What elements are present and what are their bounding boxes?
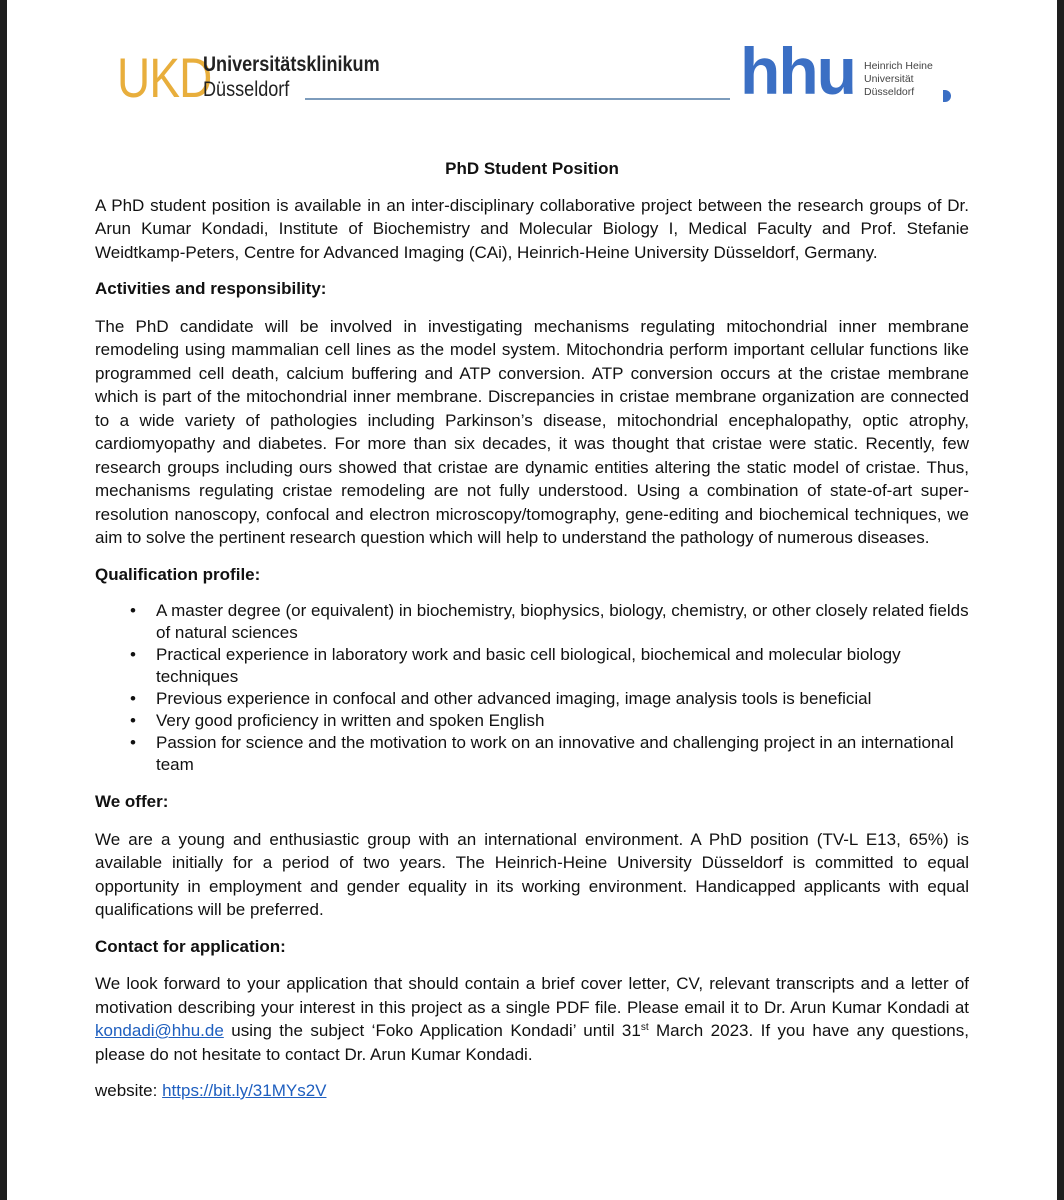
hhu-logo-line1: Heinrich Heine — [864, 60, 933, 72]
document-content — [95, 157, 969, 1116]
list-item-text: Very good proficiency in written and spoken English — [156, 711, 545, 730]
contact-text-end: March 2023. If you have any questions, please do not hesitate to contact Dr. Arun Kumar Kondadi. — [95, 1021, 969, 1064]
list-item — [95, 688, 969, 710]
hhu-logo-line3: Düsseldorf — [864, 86, 915, 98]
website-link[interactable]: https://bit.ly/31MYs2V — [162, 1081, 327, 1100]
intro-paragraph: A PhD student position is available in an inter-disciplinary collaborative project between the research groups of Dr. Arun Kumar Kondadi, Institute of Biochemistry and Molecular Biology I, Medical Faculty and Prof. Stefanie Weidtkamp-Peters, Centre for Advanced Imaging (CAi), Heinrich-Heine University Düsseldorf, Germany. — [95, 195, 969, 262]
page-title: PhD Student Position — [445, 159, 619, 178]
list-item-text: Passion for science and the motivation to work on an innovative and challenging project in an international team — [156, 733, 954, 774]
list-item — [95, 644, 969, 688]
list-item — [95, 732, 969, 776]
website-line — [95, 1079, 969, 1103]
ukd-logo-line2: Düsseldorf — [203, 78, 290, 101]
hhu-logo-letters: hhu — [740, 34, 855, 108]
list-item-text: Practical experience in laboratory work and basic cell biological, biochemical and molecular biology techniques — [156, 645, 901, 686]
activities-heading: Activities and responsibility: — [95, 279, 327, 298]
list-item-text: Previous experience in confocal and other advanced imaging, image analysis tools is beneficial — [156, 689, 872, 708]
email-link[interactable]: kondadi@hhu.de — [95, 1021, 224, 1040]
contact-heading: Contact for application: — [95, 936, 286, 956]
ordinal-suffix: st — [640, 1022, 649, 1033]
website-label: website: — [95, 1081, 163, 1100]
list-item — [95, 710, 969, 732]
activities-paragraph: The PhD candidate will be involved in investigating mechanisms regulating mitochondrial inner membrane remodeling using mammalian cell lines as the model system. Mitochondria perform important cellular functions like programmed cell death, calcium buffering and ATP conversion. ATP conversion occurs at the cristae membrane which is part of the mitochondrial inner membrane. Discrepancies in cristae membrane organization are connected to a wide variety of pathologies including Parkinson’s disease, mitochondrial encephalopathy, optic atrophy, cardiomyopathy and diabetes. For more than six decades, it was thought that cristae were static. Recently, few research groups including ours showed that cristae are dynamic entities altering the static model of cristae. Thus, mechanisms regulating cristae remodeling are not fully understood. Using a combination of state-of-art super-resolution nanoscopy, confocal and electron microscopy/tomography, gene-editing and biochemical techniques, we aim to solve the pertinent research question which will help to understand the pathology of numerous diseases. — [95, 316, 969, 547]
bullet-icon: • — [130, 601, 136, 620]
offer-paragraph: We are a young and enthusiastic group with an international environment. A PhD position (TV-L E13, 65%) is available initially for a period of two years. The Heinrich-Heine University Düsseldorf is committed to equal opportunity in employment and gender equality in its working environment. Handicapped applicants with equal qualifications will be preferred. — [95, 829, 969, 919]
qualifications-list — [95, 600, 969, 776]
offer-heading: We offer: — [95, 792, 169, 811]
contact-paragraph — [95, 972, 969, 1066]
bullet-icon: • — [130, 645, 136, 664]
ukd-logo-name — [203, 52, 380, 102]
contact-text-start: We look forward to your application that should contain a brief cover letter, CV, relevant transcripts and a letter of motivation describing your interest in this project as a single PDF file. Please email it to Dr. Arun Kumar Kondadi at — [95, 974, 969, 1017]
qualifications-heading: Qualification profile: — [95, 564, 261, 584]
hhu-logo-line2: Universität — [864, 73, 914, 85]
bullet-icon: • — [130, 733, 136, 752]
list-item — [95, 600, 969, 644]
hhu-logo-text — [864, 60, 933, 99]
header-divider — [305, 98, 730, 100]
ukd-logo-line1: Universitätsklinikum — [203, 53, 380, 76]
bullet-icon: • — [130, 689, 136, 708]
list-item-text: A master degree (or equivalent) in biochemistry, biophysics, biology, chemistry, or other closely related fields of natural sciences — [156, 601, 969, 642]
hhu-logo — [740, 34, 960, 112]
hhu-logo-dot-icon — [943, 90, 951, 102]
document-page — [7, 0, 1057, 1200]
ukd-logo-letters: UKD — [117, 46, 212, 109]
bullet-icon: • — [130, 711, 136, 730]
contact-text-middle: using the subject ‘Foko Application Kondadi’ until 31 — [223, 1021, 641, 1040]
